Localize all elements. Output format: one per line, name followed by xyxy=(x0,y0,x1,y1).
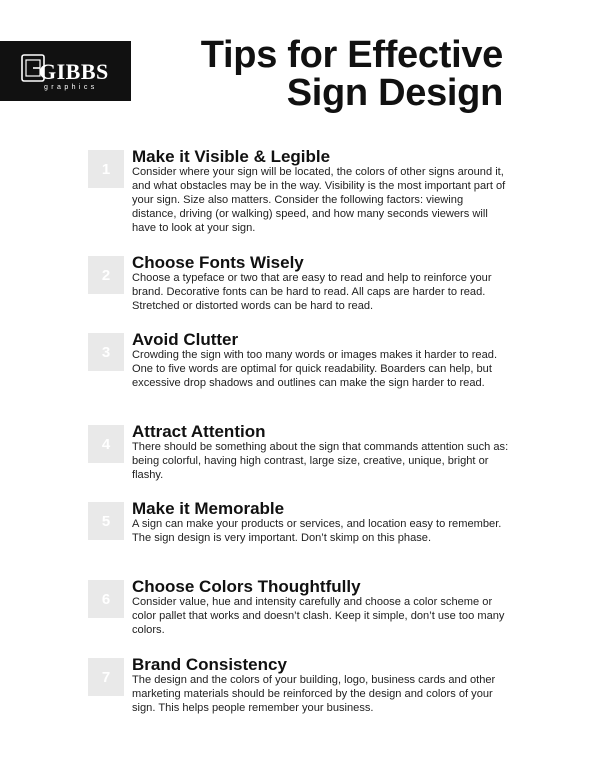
tip-heading: Attract Attention xyxy=(132,422,266,441)
tip-number-badge: 2 xyxy=(88,256,124,294)
tip-heading: Avoid Clutter xyxy=(132,330,239,349)
tip-body: Choose a typeface or two that are easy to read and help to reinforce your brand. Decorative fonts can be hard to read. All caps are harder to read. Stretched or distorted words can be hard to read. xyxy=(132,272,492,312)
page-title xyxy=(201,36,503,112)
logo-mark xyxy=(0,41,131,101)
logo-subtext: graphics xyxy=(44,84,98,91)
tip-heading: Make it Memorable xyxy=(132,499,285,518)
tip-body: The design and the colors of your building, logo, business cards and other marketing materials should be reinforced by the design and colors of your sign. This helps people remember your business. xyxy=(132,674,496,714)
tip-body: There should be something about the sign that commands attention such as: being colorful, having high contrast, large size, creative, unique, bright or flashy. xyxy=(132,441,509,481)
tip-body: Consider where your sign will be located, the colors of other signs around it, and what obstacles may be in the way. Visibility is the most important part of your sign. Size also matters. Consider the following factors: viewing distance, driving (or walking) speed, and how many seconds viewers will have to look at your sign. xyxy=(132,166,506,234)
tip-heading: Brand Consistency xyxy=(132,655,287,674)
tip-number-badge: 1 xyxy=(88,150,124,188)
title-line-2: Sign Design xyxy=(286,72,503,114)
tip-heading: Make it Visible & Legible xyxy=(132,147,331,166)
tip-number-badge: 4 xyxy=(88,425,124,463)
tip-number-badge: 3 xyxy=(88,333,124,371)
tip-body: A sign can make your products or services, and location easy to remember. The sign design is very important. Don’t skimp on this phase. xyxy=(132,518,502,544)
tip-body: Crowding the sign with too many words or images makes it harder to read. One to five words are optimal for quick readability. Boarders can help, but excessive drop shadows and outlines can make the sign harder to read. xyxy=(132,349,498,389)
tip-heading: Choose Colors Thoughtfully xyxy=(132,577,361,596)
title-line-1: Tips for Effective xyxy=(200,34,503,76)
tip-number-badge: 7 xyxy=(88,658,124,696)
tip-body: Consider value, hue and intensity carefully and choose a color scheme or color pallet that works and doesn’t clash. Keep it simple, don’t use too many colors. xyxy=(132,596,505,636)
tip-number-badge: 5 xyxy=(88,502,124,540)
tip-heading: Choose Fonts Wisely xyxy=(132,253,304,272)
tip-number-badge: 6 xyxy=(88,580,124,618)
gibbs-graphics-logo xyxy=(0,41,131,101)
logo-wordmark: GIBBS xyxy=(39,59,109,84)
